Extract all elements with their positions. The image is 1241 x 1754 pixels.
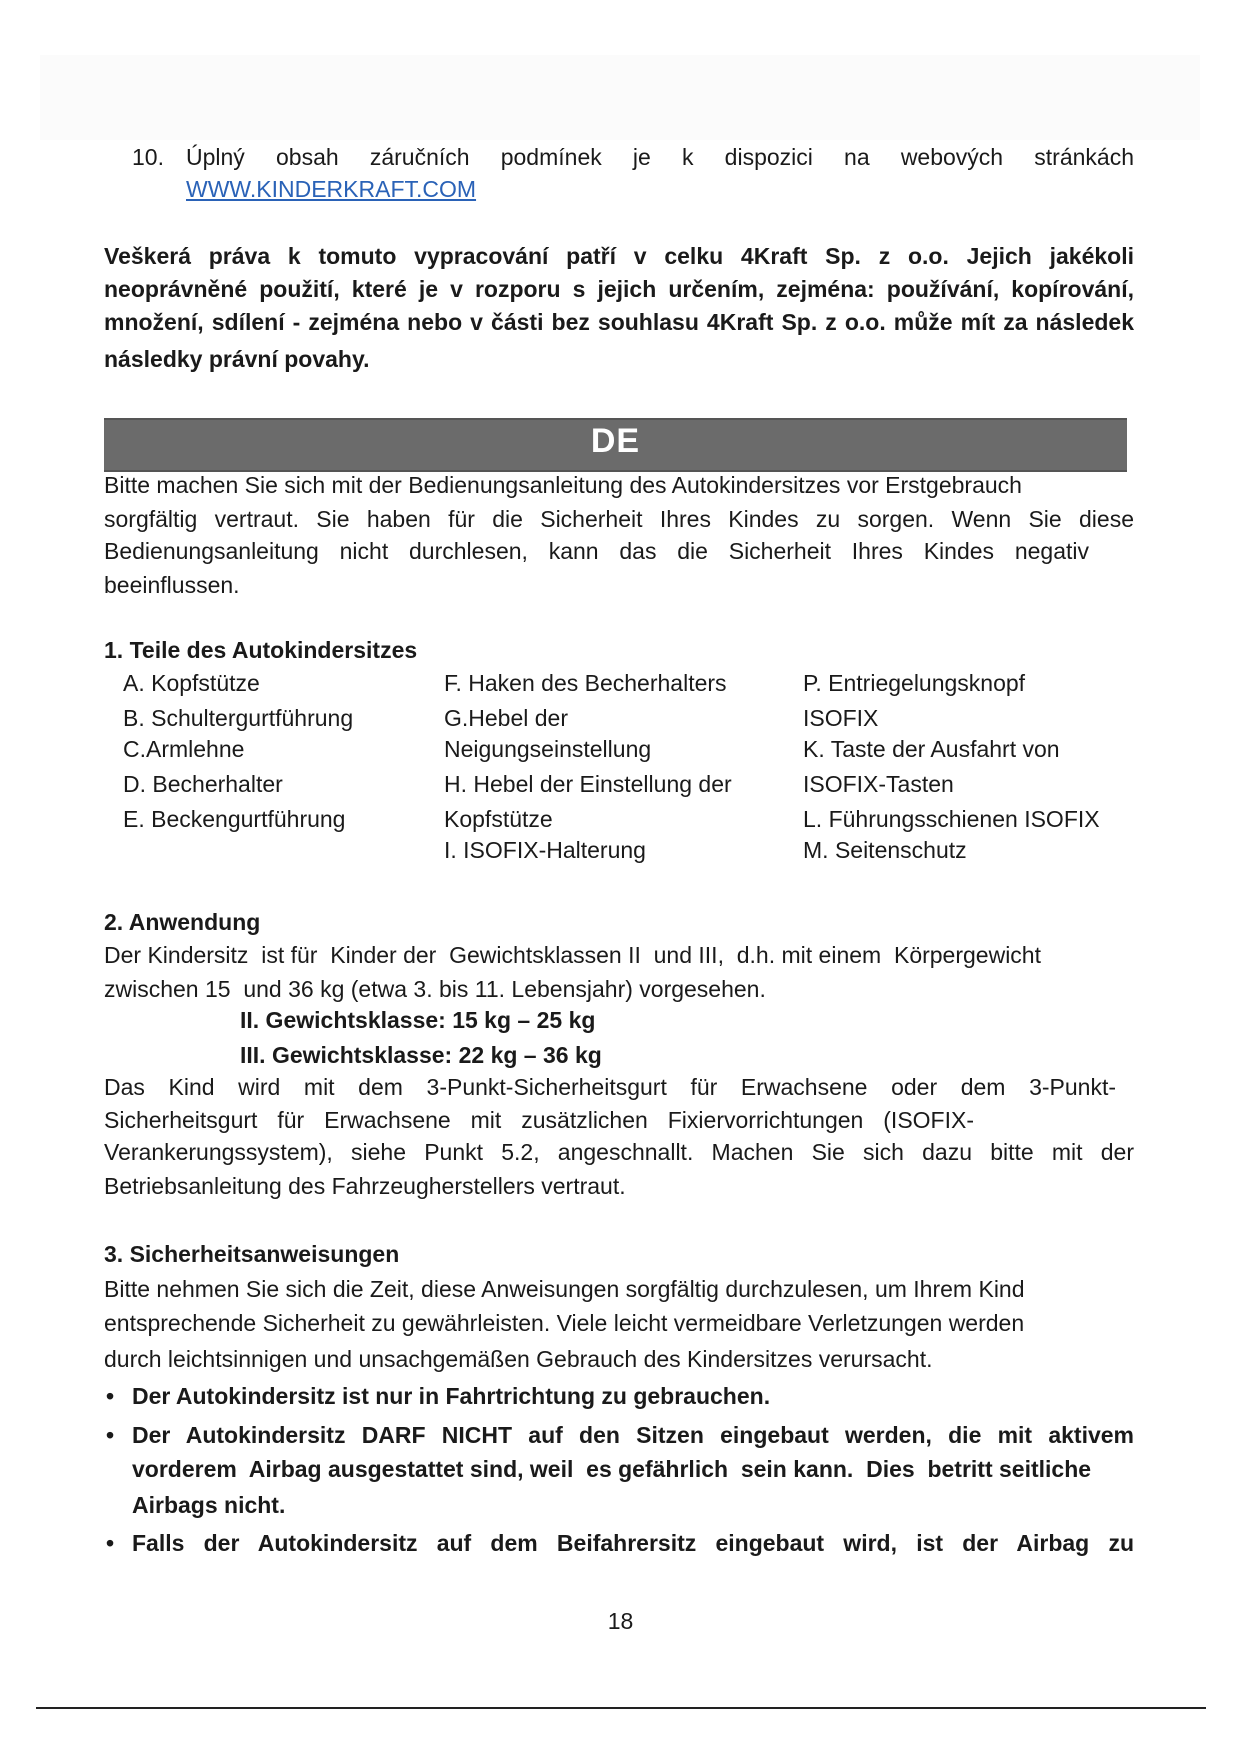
safety-bullet-2-line-1: Der Autokindersitz DARF NICHT auf den Sitzen eingebaut werden, die mit aktivem: [132, 1422, 1134, 1448]
part-item: D. Becherhalter: [123, 771, 283, 797]
section-2-line-6: Betriebsanleitung des Fahrzeugherstellers vertraut.: [104, 1173, 626, 1199]
bullet-marker: •: [106, 1383, 115, 1409]
safety-bullet-1: Der Autokindersitz ist nur in Fahrtrichtung zu gebrauchen.: [132, 1383, 771, 1409]
part-item: F. Haken des Becherhalters: [444, 670, 727, 696]
section-1-heading: 1. Teile des Autokindersitzes: [104, 637, 418, 663]
copyright-line-4: následky právní povahy.: [104, 346, 370, 372]
language-banner: [104, 418, 1127, 472]
warranty-item-number: 10.: [132, 144, 164, 170]
intro-line-2: sorgfältig vertraut. Sie haben für die Sicherheit Ihres Kindes zu sorgen. Wenn Sie diese: [104, 506, 1134, 532]
weight-class-3: III. Gewichtsklasse: 22 kg – 36 kg: [240, 1042, 602, 1068]
part-item: A. Kopfstütze: [123, 670, 260, 696]
parts-column-1: [123, 668, 353, 839]
section-3-line-3: durch leichtsinnigen und unsachgemäßen Gebrauch des Kindersitzes verursacht.: [104, 1346, 933, 1372]
part-item: L. Führungsschienen ISOFIX: [803, 806, 1100, 832]
weight-class-2: II. Gewichtsklasse: 15 kg – 25 kg: [240, 1007, 596, 1033]
section-2-line-2: zwischen 15 und 36 kg (etwa 3. bis 11. Lebensjahr) vorgesehen.: [104, 976, 766, 1002]
section-2-line-1: Der Kindersitz ist für Kinder der Gewichtsklassen II und III, d.h. mit einem Körpergewicht: [104, 942, 1041, 968]
part-item: G.Hebel der: [444, 705, 569, 731]
parts-column-2: [444, 668, 732, 870]
part-item: Neigungseinstellung: [444, 736, 652, 762]
language-banner-label: DE: [590, 422, 641, 460]
section-3-line-1: Bitte nehmen Sie sich die Zeit, diese Anweisungen sorgfältig durchzulesen, um Ihrem Kind: [104, 1276, 1025, 1302]
part-item: ISOFIX-Tasten: [803, 771, 954, 797]
parts-column-3: [803, 668, 1100, 870]
part-item: I. ISOFIX-Halterung: [444, 837, 646, 863]
intro-line-3: Bedienungsanleitung nicht durchlesen, kann das die Sicherheit Ihres Kindes negativ: [104, 538, 1089, 564]
warranty-link-line: [186, 174, 1216, 204]
part-item: M. Seitenschutz: [803, 837, 967, 863]
kinderkraft-link[interactable]: WWW.KINDERKRAFT.COM: [186, 176, 477, 202]
part-item: C.Armlehne: [123, 736, 245, 762]
bullet-marker: •: [106, 1530, 115, 1556]
page-number: 18: [607, 1608, 634, 1634]
section-3-heading: 3. Sicherheitsanweisungen: [104, 1241, 400, 1267]
section-2-line-5: Verankerungssystem), siehe Punkt 5.2, angeschnallt. Machen Sie sich dazu bitte mit der: [104, 1139, 1134, 1165]
safety-bullet-2-line-2: vorderem Airbag ausgestattet sind, weil es gefährlich sein kann. Dies betritt seitliche: [132, 1456, 1092, 1482]
section-2-line-3: Das Kind wird mit dem 3-Punkt-Sicherheitsgurt für Erwachsene oder dem 3-Punkt-: [104, 1074, 1116, 1100]
section-3-line-2: entsprechende Sicherheit zu gewährleisten. Viele leicht vermeidbare Verletzungen werden: [104, 1310, 1025, 1336]
part-item: P. Entriegelungsknopf: [803, 670, 1026, 696]
footer-divider: [36, 1707, 1206, 1709]
bullet-marker: •: [106, 1422, 115, 1448]
part-item: H. Hebel der Einstellung der: [444, 771, 732, 797]
section-2-heading: 2. Anwendung: [104, 909, 261, 935]
scan-shadow: [40, 55, 1200, 140]
part-item: K. Taste der Ausfahrt von: [803, 736, 1060, 762]
part-item: Kopfstütze: [444, 806, 553, 832]
intro-line-4: beeinflussen.: [104, 572, 240, 598]
safety-bullet-3: Falls der Autokindersitz auf dem Beifahrersitz eingebaut wird, ist der Airbag zu: [132, 1530, 1134, 1556]
safety-bullet-2-line-3: Airbags nicht.: [132, 1492, 286, 1518]
copyright-line-1: Veškerá práva k tomuto vypracování patří v celku 4Kraft Sp. z o.o. Jejich jakékoli: [104, 243, 1134, 269]
part-item: ISOFIX: [803, 705, 879, 731]
part-item: B. Schultergurtführung: [123, 705, 354, 731]
section-2-line-4: Sicherheitsgurt für Erwachsene mit zusätzlichen Fixiervorrichtungen (ISOFIX-: [104, 1107, 974, 1133]
warranty-item-text: Úplný obsah záručních podmínek je k dispozici na webových stránkách: [186, 144, 1134, 170]
copyright-line-3: množení, sdílení - zejména nebo v části bez souhlasu 4Kraft Sp. z o.o. může mít za následek: [104, 309, 1134, 335]
part-item: E. Beckengurtführung: [123, 806, 346, 832]
intro-line-1: Bitte machen Sie sich mit der Bedienungsanleitung des Autokindersitzes vor Erstgebrauch: [104, 472, 1022, 498]
copyright-line-2: neoprávněné použití, které je v rozporu s jejich určením, zejména: používání, kopírování,: [104, 276, 1134, 302]
